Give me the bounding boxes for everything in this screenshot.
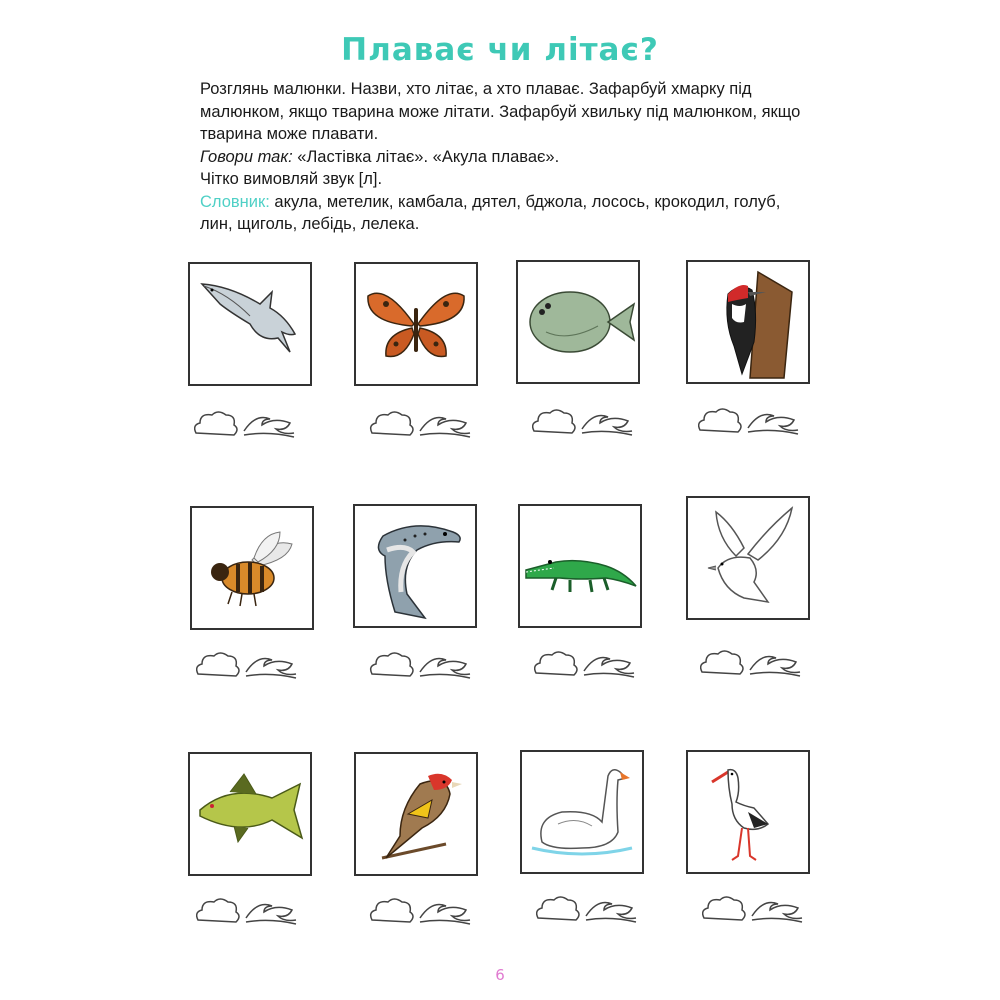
answer-marks <box>366 892 476 928</box>
stork-icon <box>688 752 808 872</box>
cloud-icon[interactable] <box>699 409 741 432</box>
answer-marks <box>366 646 476 682</box>
tench-icon <box>190 754 310 874</box>
animal-card <box>353 504 477 628</box>
wave-icon[interactable] <box>752 903 802 923</box>
answer-marks <box>696 644 806 680</box>
answer-marks <box>528 403 638 439</box>
wave-icon[interactable] <box>748 415 798 435</box>
cloud-icon[interactable] <box>197 653 239 676</box>
animal-card <box>686 496 810 620</box>
bee-icon <box>192 508 312 628</box>
answer-marks <box>530 645 640 681</box>
cloud-icon[interactable] <box>197 899 239 922</box>
cloud-icon[interactable] <box>701 651 743 674</box>
animal-card <box>518 504 642 628</box>
animal-card <box>354 262 478 386</box>
answer-marks <box>192 646 302 682</box>
shark-icon <box>190 264 310 384</box>
wave-icon[interactable] <box>244 418 294 438</box>
wave-icon[interactable] <box>582 416 632 436</box>
answer-marks <box>192 892 302 928</box>
salmon-icon <box>355 506 475 626</box>
animal-card <box>516 260 640 384</box>
dove-icon <box>688 498 808 618</box>
answer-marks <box>532 890 642 926</box>
wave-icon[interactable] <box>420 418 470 438</box>
page-number: 6 <box>495 966 505 984</box>
animal-card <box>190 506 314 630</box>
answer-marks <box>698 890 808 926</box>
goldfinch-icon <box>356 754 476 874</box>
animal-card <box>188 262 312 386</box>
instruction-text: Розглянь малюнки. Назви, хто літає, а хто плаває. Зафарбуй хмарку під малюнком, якщо тварина може літати. Зафарбуй хвильку під малюнком, якщо тварина може плавати. <box>200 80 801 143</box>
answer-marks <box>694 402 804 438</box>
cloud-icon[interactable] <box>533 410 575 433</box>
cloud-icon[interactable] <box>537 897 579 920</box>
page-title: Плаває чи літає? <box>341 32 659 68</box>
animal-card <box>686 260 810 384</box>
instructions <box>200 78 810 236</box>
say-text: «Ластівка літає». «Акула плаває». <box>292 147 560 166</box>
cloud-icon[interactable] <box>703 897 745 920</box>
swan-icon <box>522 752 642 872</box>
wave-icon[interactable] <box>420 905 470 925</box>
cloud-icon[interactable] <box>371 412 413 435</box>
say-label: Говори так: <box>200 147 293 166</box>
crocodile-icon <box>520 506 640 626</box>
wave-icon[interactable] <box>246 659 296 679</box>
animal-card <box>520 750 644 874</box>
cloud-icon[interactable] <box>371 899 413 922</box>
animal-card <box>354 752 478 876</box>
wave-icon[interactable] <box>584 658 634 678</box>
cloud-icon[interactable] <box>535 652 577 675</box>
cloud-icon[interactable] <box>195 412 237 435</box>
vocab-label: Словник: <box>200 192 270 211</box>
wave-icon[interactable] <box>246 905 296 925</box>
animal-card <box>188 752 312 876</box>
wave-icon[interactable] <box>420 659 470 679</box>
wave-icon[interactable] <box>586 903 636 923</box>
pronounce-text: Чітко вимовляй звук [л]. <box>200 170 383 188</box>
cloud-icon[interactable] <box>371 653 413 676</box>
woodpecker-icon <box>688 262 808 382</box>
flounder-icon <box>518 262 638 382</box>
vocab-text: акула, метелик, камбала, дятел, бджола, лосось, крокодил, голуб, лин, щиголь, лебідь, лелека. <box>200 192 781 233</box>
wave-icon[interactable] <box>750 657 800 677</box>
butterfly-icon <box>356 264 476 384</box>
answer-marks <box>366 405 476 441</box>
answer-marks <box>190 405 300 441</box>
animal-card <box>686 750 810 874</box>
